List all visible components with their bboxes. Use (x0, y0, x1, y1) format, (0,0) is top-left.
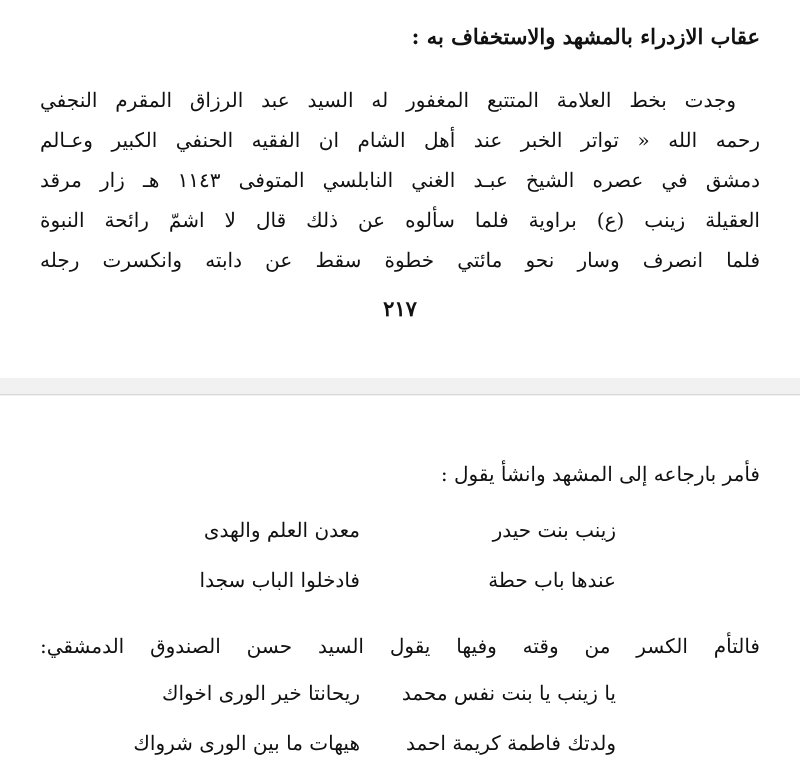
verse-line (40, 675, 760, 715)
verse-first-hemistich: ولدتك فاطمة كريمة احمد (406, 731, 616, 755)
verse-line (40, 725, 760, 765)
paragraph-line: دمشق في عصره الشيخ عبـد الغني النابلسي المتوفى ١١٤٣ هـ زار مرقد (40, 168, 760, 192)
verse-second-hemistich: هيهات ما بين الورى شرواك (133, 731, 360, 755)
paragraph-line: وجدت بخط العلامة المتتبع المغفور له السيد عبد الرزاق المقرم النجفي (40, 88, 736, 112)
intro-line: فأمر بارجاعه إلى المشهد وانشأ يقول : (440, 462, 760, 486)
page-separator-line (0, 394, 800, 395)
paragraph-line: العقيلة زينب (ع) براوية فلما سألوه عن ذلك قال لا اشمّ رائحة النبوة (40, 208, 760, 232)
paragraph-line: رحمه الله « تواتر الخبر عند أهل الشام ان الفقيه الحنفي الكبير وعـالم (40, 128, 760, 152)
verse-second-hemistich: ريحانتا خير الورى اخواك (161, 681, 360, 705)
verse-first-hemistich: زينب بنت حيدر (492, 518, 616, 542)
verse-first-hemistich: يا زينب يا بنت نفس محمد (401, 681, 616, 705)
paragraph-line: فلما انصرف وسار نحو مائتي خطوة سقط عن دابته وانكسرت رجله (40, 248, 760, 272)
book-page-217 (0, 0, 800, 378)
verse-line (40, 562, 760, 602)
verse-line (40, 512, 760, 552)
section-heading: عقاب الازدراء بالمشهد والاستخفاف به : (411, 24, 760, 49)
narrative-line: فالتأم الكسر من وقته وفيها يقول السيد حسن الصندوق الدمشقي: (40, 634, 760, 658)
verse-first-hemistich: عندها باب حطة (488, 568, 616, 592)
page-number: ٢١٧ (383, 296, 417, 321)
verse-second-hemistich: فادخلوا الباب سجدا (199, 568, 360, 592)
verse-second-hemistich: معدن العلم والهدى (203, 518, 360, 542)
paragraph (40, 82, 760, 282)
